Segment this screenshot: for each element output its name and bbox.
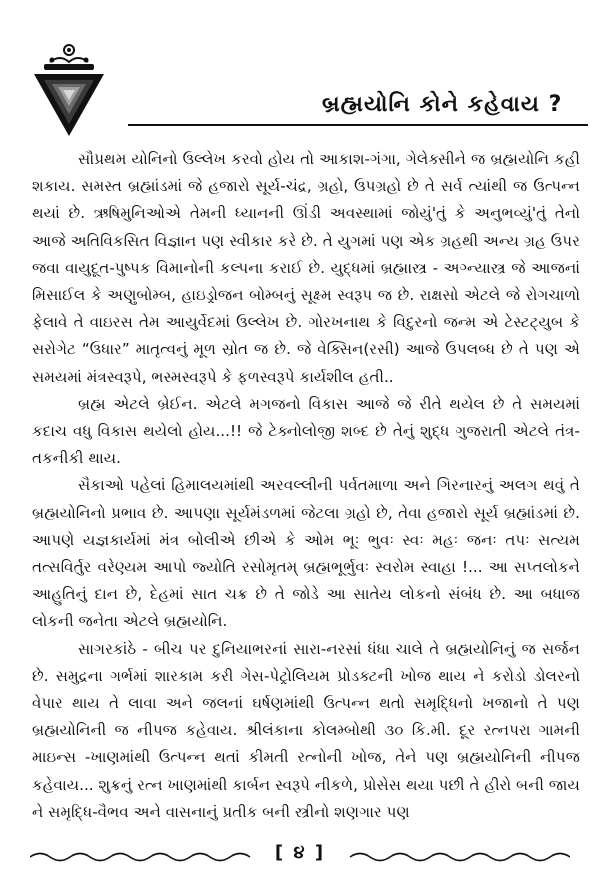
page-number: [ ૪ ] — [274, 842, 326, 863]
title-underline — [128, 124, 588, 126]
page-title: બ્રહ્મયોનિ કોને કહેવાય ? — [322, 92, 563, 117]
body-text — [32, 146, 580, 826]
paragraph: બ્રહ્મ એટલે બ્રેઈન. એટલે મગજનો વિકાસ આજે જે રીતે થયેલ છે તે સમયમાં કદાચ વધુ વિકાસ થયેલો હોય...!! જે ટેક્નોલોજી શબ્દ છે તેનું શુદ્ધ ગુજરાતી એટલે તંત્ર-તકનીકી થાય. — [32, 394, 580, 468]
paragraph: સાગરકાંઠે - બીચ પર દુનિયાભરનાં સારા-નરસાં ધંધા ચાલે તે બ્રહ્મયોનિનું જ સર્જન છે. સમુદ્રના ગર્ભમાં શારકામ કરી ગેસ-પેટ્રોલિયમ પ્રોડક્ટની ખોજ થાય ને કરોડો ડોલરનો વેપાર થાય તે લાવા અને જલનાં ઘર્ષણમાંથી ઉત્પન્ન થતો સમૃદ્ધિનો ખજાનો તે પણ બ્રહ્મયોનિની જ નીપજ કહેવાય. શ્રીલંકાના કોલમ્બોથી ૩૦ કિ.મી. દૂર રત્નપરા ગામની માઇન્સ -ખાણમાંથી ઉત્પન્ન થતાં કીમતી રત્નોની ખોજ, તેને પણ બ્રહ્મયોનિની નીપજ કહેવાય... શુક્રનું રત્ન ખાણમાંથી કાર્બન સ્વરૂપે નીકળે, પ્રોસેસ થયા પછી તે હીરો બની જાય ને સમૃદ્ધિ-વૈભવ અને વાસનાનું પ્રતીક બની સ્ત્રીનો શણગાર પણ — [32, 639, 580, 821]
right-swirl-ornament-icon — [340, 850, 570, 864]
left-swirl-ornament-icon — [30, 850, 260, 864]
triangle-emblem-icon — [30, 40, 108, 140]
paragraph: સૈકાઓ પહેલાં હિમાલયમાંથી અરવલ્લીની પર્વતમાળા અને ગિરનારનું અલગ થવું તે બ્રહ્મયોનિનો પ્રભાવ છે. આપણા સૂર્યમંડળમાં જેટલા ગ્રહો છે, તેવા હજારો સૂર્ય બ્રહ્માંડમાં છે. આપણે યજ્ઞકાર્યમાં મંત્ર બોલીએ છીએ કે ઓમ ભૂઃ ભુવઃ સ્વઃ મહઃ જનઃ તપઃ સત્યમ તત્સવિર્તુર વરેણ્યમ આપો જ્યોતિ રસોમૃતમ્ બ્રહ્મભૂર્ભુવઃ સ્વરોમ સ્વાહા !... આ સપ્તલોકને આહુતિનું દાન છે, દેહમાં સાત ચક્ર છે તે જોડે આ સાતેય લોકનો સંબંધ છે. આ બધાજ લોકની જનેતા એટલે બ્રહ્મયોનિ. — [32, 476, 580, 631]
paragraph: સૌપ્રથમ યોનિનો ઉલ્લેખ કરવો હોય તો આકાશ-ગંગા, ગેલેક્સીને જ બ્રહ્મયોનિ કહી શકાય. સમસ્ત બ્રહ્માંડમાં જે હજારો સૂર્ય-ચંદ્ર, ગ્રહો, ઉપગ્રહો છે તે સર્વ ત્યાંથી જ ઉત્પન્ન થયાં છે. ઋષિમુનિઓએ તેમની ધ્યાનની ઊંડી અવસ્થામાં જોયું'તું કે અનુભવ્યું'તું તેનો આજે અતિવિકસિત વિજ્ઞાન પણ સ્વીકાર કરે છે. તે યુગમાં પણ એક ગ્રહથી અન્ય ગ્રહ ઉપર જવા વાયુદૂત-પુષ્પક વિમાનોની કલ્પના કરાઈ છે. યુદ્ધમાં બ્રહ્માસ્ત્ર - અગ્ન્યાસ્ત્ર જે આજનાં મિસાઈલ કે અણુબોમ્બ, હાઇડ્રોજન બોમ્બનું સૂક્ષ્મ સ્વરૂપ જ છે. રાક્ષસો એટલે જે રોગચાળો ફેલાવે તે વાઇરસ તેમ આયુર્વેદમાં ઉલ્લેખ છે. ગોરખનાથ કે વિદુરનો જન્મ એ ટેસ્ટટ્યુબ કે સરોગેટ “ઉધાર” માતૃત્વનું મૂળ સ્રોત જ છે. જે વેક્સિન(રસી) આજે ઉપલબ્ધ છે તે પણ એ સમયમાં મંત્રસ્વરૂપે, ભસ્મસ્વરૂપે કે ફળસ્વરૂપે કાર્યશીલ હતી.. — [32, 150, 580, 386]
